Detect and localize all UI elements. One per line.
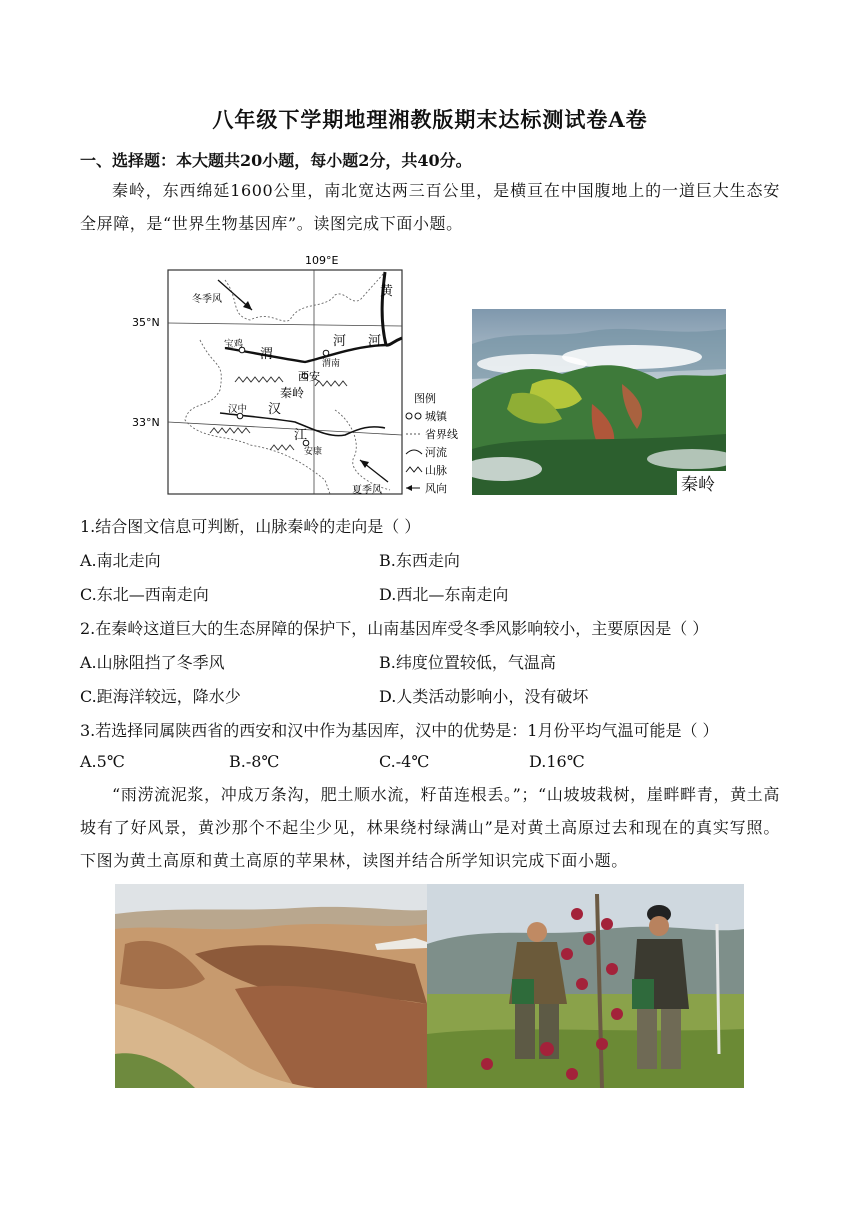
q2-option-a[interactable]: A.山脉阻挡了冬季风	[80, 653, 225, 672]
river-huang-label: 黄	[380, 284, 394, 299]
xian-label: 西安	[298, 370, 320, 383]
q1-option-a[interactable]: A.南北走向	[80, 551, 161, 570]
photo-label: 秦岭	[681, 475, 715, 495]
q1-option-c[interactable]: C.东北—西南走向	[80, 585, 209, 604]
legend-border: 省界线	[425, 428, 458, 441]
town-weinan	[323, 350, 329, 356]
hanzhong-label: 汉中	[228, 404, 248, 415]
intro-paragraph-loess: “雨涝流泥浆，冲成万条沟，肥土顺水流，籽苗连根丢。”；“山坡坡栽树，崖畔畔青，黄土高坡有了好风景，黄沙那个不起尘少见，林果绕村绿满山”是对黄土高原过去和现在的真实写照。下图为黄土高原和黄土高原的苹果林，读图并结合所学知识完成下面小题。	[80, 785, 780, 870]
intro-paragraph-qinling: 秦岭，东西绵延1600公里，南北宽达两三百公里，是横亘在中国腹地上的一道巨大生态安全屏障，是“世界生物基因库”。读图完成下面小题。	[80, 181, 780, 233]
q2-option-b[interactable]: B.纬度位置较低，气温高	[379, 653, 556, 672]
q2-option-c[interactable]: C.距海洋较远，降水少	[80, 687, 241, 706]
qinling-map	[130, 250, 475, 498]
lat35-label: 35°N	[132, 316, 160, 329]
weinan-label: 渭南	[322, 359, 341, 369]
legend-title: 图例	[414, 392, 436, 405]
q2-option-d[interactable]: D.人类活动影响小，没有破坏	[379, 687, 589, 706]
legend-town-icon	[406, 413, 412, 419]
question-1-stem: 1.结合图文信息可判断，山脉秦岭的走向是（ ）	[80, 517, 421, 536]
river-jiang-label: 江	[294, 428, 308, 443]
q3-option-d[interactable]: D.16℃	[529, 752, 585, 771]
ankang-label: 安康	[304, 447, 323, 457]
section-heading: 一、选择题：本大题共20小题，每小题2分，共40分。	[80, 151, 472, 170]
lat33-label: 33°N	[132, 416, 160, 429]
q1-option-d[interactable]: D.西北—东南走向	[379, 585, 509, 604]
winter-wind-label: 冬季风	[192, 294, 222, 305]
apple-orchard-photo	[427, 884, 744, 1088]
question-3-stem: 3.若选择同属陕西省的西安和汉中作为基因库，汉中的优势是：1月份平均气温可能是（ ）	[80, 721, 719, 740]
qinling-label: 秦岭	[280, 386, 305, 400]
page-title: 八年级下学期地理湘教版期末达标测试卷A卷	[212, 107, 648, 132]
longitude-label: 109°E	[305, 254, 339, 267]
legend-mountain-icon	[406, 467, 422, 472]
river-han-label: 汉	[268, 402, 282, 417]
qinling-photo	[472, 309, 726, 495]
legend-town: 城镇	[425, 410, 447, 423]
river-wei-label: 渭	[260, 347, 274, 362]
q3-option-a[interactable]: A.5℃	[80, 752, 125, 771]
legend-wind: 风向	[425, 482, 447, 495]
summer-wind-label: 夏季风	[352, 485, 382, 496]
legend-mountain: 山脉	[425, 464, 447, 477]
river-he1-label: 河	[333, 334, 347, 349]
loess-plateau-photo	[115, 884, 427, 1088]
river-he2-label: 河	[368, 334, 382, 349]
baoji-label: 宝鸡	[224, 339, 244, 350]
q3-option-c[interactable]: C.-4℃	[379, 752, 430, 771]
question-2-stem: 2.在秦岭这道巨大的生态屏障的保护下，山南基因库受冬季风影响较小，主要原因是（ ）	[80, 619, 709, 638]
legend-river-icon	[406, 450, 422, 454]
legend-river: 河流	[425, 446, 447, 459]
q1-option-b[interactable]: B.东西走向	[379, 551, 460, 570]
q3-option-b[interactable]: B.-8℃	[229, 752, 280, 771]
